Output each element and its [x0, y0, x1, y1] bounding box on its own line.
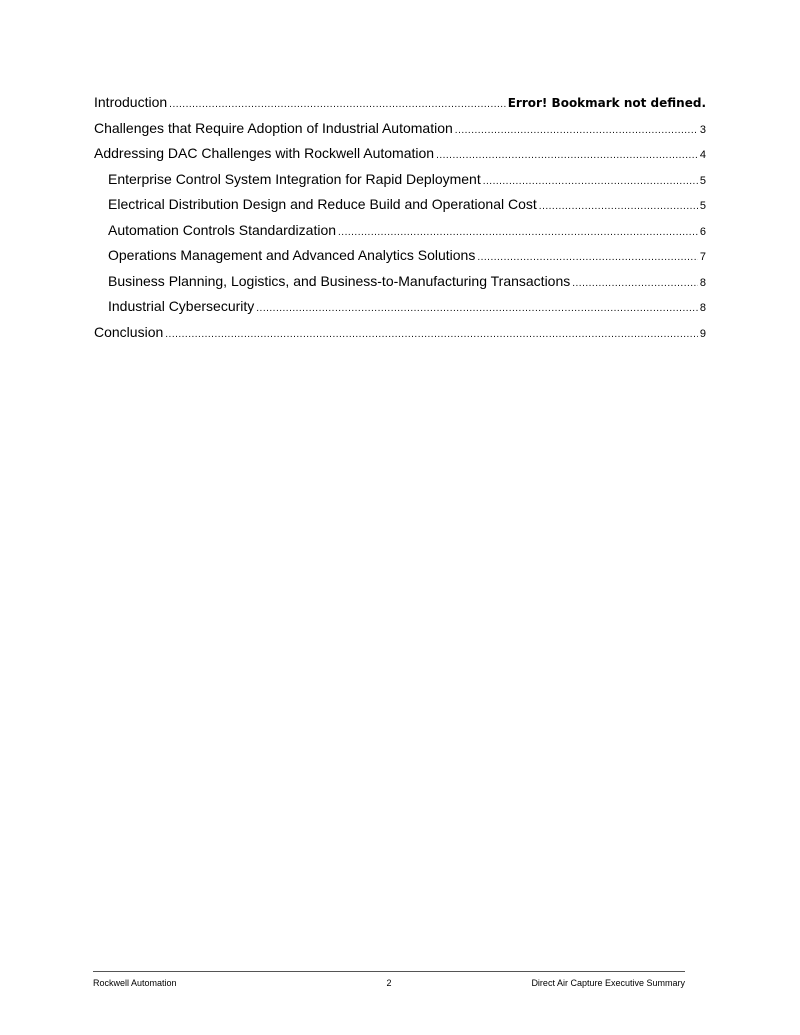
footer-page-number: 2 [386, 978, 392, 988]
toc-entry-title: Industrial Cybersecurity [108, 298, 255, 314]
toc-dot-leader [436, 146, 698, 166]
toc-dot-leader [169, 95, 506, 115]
footer-document-title: Direct Air Capture Executive Summary [531, 978, 685, 988]
toc-entry-title: Enterprise Control System Integration for Rapid Deployment [108, 170, 481, 187]
toc-entry-page: 3 [699, 123, 706, 136]
toc-entry-title: Conclusion [94, 323, 164, 340]
toc-entry-electrical-distribution[interactable] [94, 194, 706, 220]
toc-entry-page: 7 [699, 251, 706, 263]
toc-entry-automation-controls[interactable] [94, 220, 706, 246]
toc-entry-industrial-cybersecurity[interactable] [94, 296, 706, 322]
toc-dot-leader [338, 223, 698, 243]
footer-company: Rockwell Automation [93, 978, 177, 988]
toc-entry-conclusion[interactable] [94, 322, 706, 348]
toc-dot-leader [165, 325, 698, 345]
toc-entry-page: 9 [699, 327, 706, 340]
toc-entry-enterprise-control[interactable] [94, 169, 706, 195]
toc-entry-page-error: Error! Bookmark not defined. [507, 96, 706, 110]
toc-entry-challenges[interactable] [94, 118, 706, 144]
toc-entry-page: 8 [699, 302, 706, 314]
toc-entry-title: Electrical Distribution Design and Reduce Build and Operational Cost [108, 196, 537, 212]
toc-entry-page: 4 [699, 149, 706, 161]
toc-dot-leader [455, 121, 698, 141]
toc-entry-page: 5 [699, 174, 706, 187]
table-of-contents [94, 92, 706, 347]
toc-dot-leader [477, 248, 698, 268]
toc-entry-title: Business Planning, Logistics, and Business-to-Manufacturing Transactions [108, 272, 571, 289]
toc-entry-page: 8 [699, 276, 706, 289]
toc-entry-title: Challenges that Require Adoption of Industrial Automation [94, 119, 453, 136]
toc-entry-page: 6 [699, 225, 706, 238]
toc-entry-business-planning[interactable] [94, 271, 706, 297]
toc-entry-title: Automation Controls Standardization [108, 221, 337, 238]
toc-dot-leader [256, 299, 698, 319]
page-footer [93, 971, 685, 988]
toc-entry-introduction[interactable] [94, 92, 706, 118]
toc-entry-title: Addressing DAC Challenges with Rockwell Automation [94, 145, 435, 161]
toc-entry-title: Operations Management and Advanced Analytics Solutions [108, 247, 476, 263]
toc-dot-leader [572, 274, 698, 294]
toc-entry-addressing-dac[interactable] [94, 143, 706, 169]
toc-entry-title: Introduction [94, 94, 168, 110]
toc-dot-leader [483, 172, 698, 192]
toc-entry-page: 5 [699, 200, 706, 212]
toc-entry-operations-management[interactable] [94, 245, 706, 271]
toc-dot-leader [539, 197, 698, 217]
